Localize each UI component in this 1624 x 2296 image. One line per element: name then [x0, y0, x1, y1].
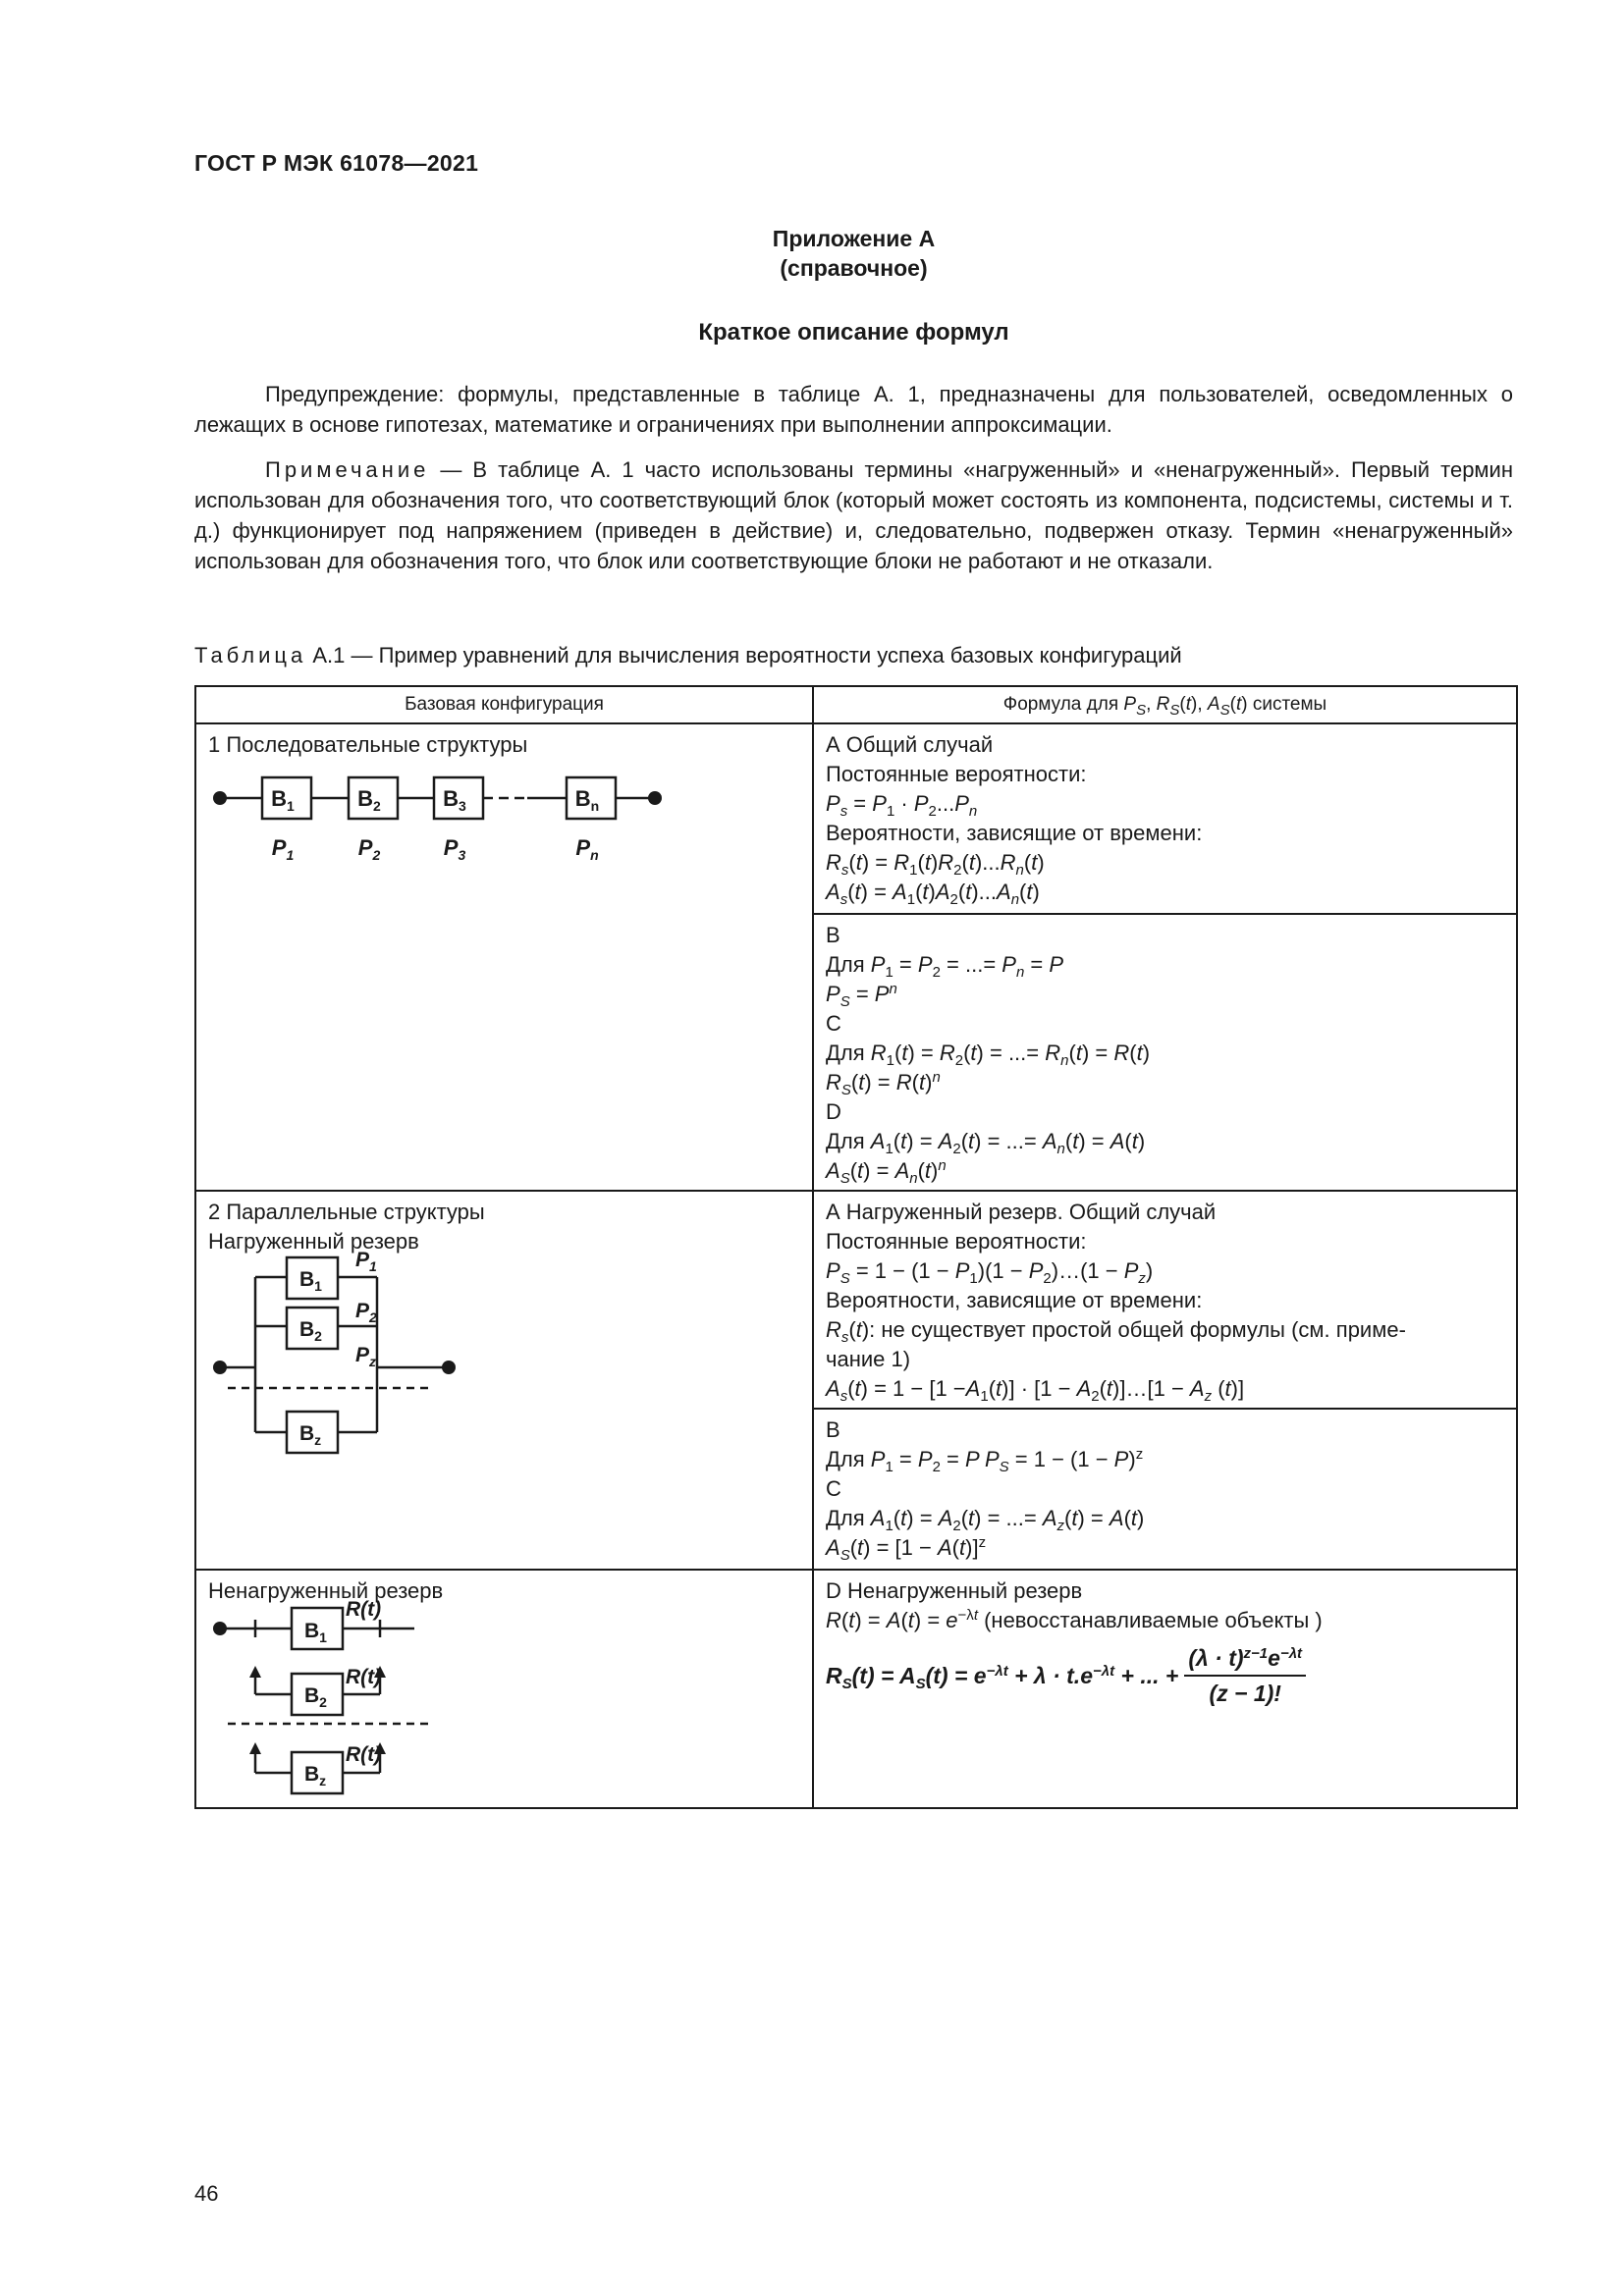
series-c-formula: $R_S(t) = R(t)^n$: [826, 1069, 941, 1098]
series-d-formula: $A_S(t) = A_n(t)^n$: [826, 1157, 947, 1187]
column-header-config: Базовая конфигурация: [195, 686, 813, 723]
parallel-diagram: [208, 1249, 797, 1449]
config-cell-series: [195, 723, 813, 1191]
arrow-up-icon: [249, 1742, 261, 1754]
page-number: 46: [194, 2181, 219, 2206]
svg-text:P2: $P_2$: [355, 1300, 377, 1325]
parallel-b-label: В: [826, 1417, 840, 1442]
standby-block-z-label: z: [319, 1773, 327, 1789]
formula-table: [194, 685, 1518, 1809]
config-parallel-title: 2 Параллельные структуры: [208, 1200, 485, 1224]
section-heading: Краткое описание формул: [698, 319, 1009, 346]
parallel-c-condition: Для $A_1(t) = A_2(t)$ = ...= $A_z(t) = A(t)$: [826, 1506, 1145, 1534]
parallel-b-formula: Для $P_1 = P_2 = P$ $P_S = 1 - (1 - P)^z$: [826, 1446, 1144, 1475]
svg-text:B1: $B_1$: [299, 1268, 322, 1294]
series-diagram: [208, 760, 797, 887]
series-d-label: D: [826, 1099, 841, 1124]
parallel-p1-label: 1: [369, 1258, 377, 1274]
parallel-a-const: Постоянные вероятности:: [826, 1229, 1087, 1254]
config-standby-title: Ненагруженный резерв: [208, 1578, 444, 1603]
parallel-block-2-label: 2: [314, 1328, 322, 1344]
formula-cell-parallel-a: [813, 1191, 1517, 1409]
parallel-rs-note: $R_s(t)$: не существует простой общей формулы (см. приме-: [826, 1317, 1406, 1346]
svg-text:B1: $B_1$: [304, 1620, 327, 1645]
parallel-input-node: [213, 1361, 227, 1374]
note-paragraph: Примечание — В таблице А. 1 часто использованы термины «нагруженный» и «ненагруженный». Первый термин использован для обозначения того, что соответствующий блок (который может состоять из компонента, подсистемы, системы и т. д.) функционирует под напряжением (приведен в действие) и, следовательно, подвержен отказу. Термин «ненагруженный» использован для обозначения того, что блок или соответствующие блоки не работают и не отказали.: [194, 457, 1513, 573]
svg-text:P1: $P_1$: [355, 1249, 377, 1274]
series-p2-label: P: [357, 835, 373, 860]
parallel-c-label: С: [826, 1476, 841, 1501]
standby-r-label-z: R(t): [346, 1743, 382, 1766]
parallel-rs-note-cont: чание 1): [826, 1347, 911, 1371]
svg-text:P2: $P_2$: [357, 835, 381, 863]
series-p1-label: P: [271, 835, 287, 860]
series-block-2-label: B: [357, 786, 374, 811]
parallel-a-title: А Нагруженный резерв. Общий случай: [826, 1200, 1217, 1224]
standby-series-formula: $R_S(t) = A_S(t) = e^{-\lambda t} + \lambda \cdot t.e^{-\lambda t}$ + ... + $\frac{(\lambda \cdot t)^{z-1}e^{-\lambda t}}{(z - 1)!}$: [826, 1645, 1504, 1707]
series-c-label: С: [826, 1011, 841, 1036]
parallel-output-node: [442, 1361, 456, 1374]
series-d-condition: Для $A_1(t) = A_2(t)$ = ...= $A_n(t) = A(t)$: [826, 1129, 1146, 1157]
arrow-up-icon: [249, 1666, 261, 1678]
standby-r-label-2: R(t): [346, 1666, 382, 1688]
appendix-type: (справочное): [780, 255, 928, 281]
series-block-3-label: B: [443, 786, 460, 811]
column-header-formula: Формула для $P_S$, $R_S(t)$, $A_S(t)$ системы: [813, 686, 1517, 723]
standard-number: ГОСТ Р МЭК 61078—2021: [194, 150, 479, 176]
parallel-formula-ps: $P_S = 1 - (1 - P_1)(1$ − $P_2)\dots(1 - P_z)$: [826, 1258, 1154, 1287]
standby-diagram: [208, 1598, 797, 1803]
series-block-n-label: B: [574, 786, 591, 811]
parallel-block-1-label: 1: [314, 1278, 322, 1294]
svg-text:B2: $B_2$: [357, 786, 381, 814]
parallel-c-formula: $A_S(t) = [1 - A(t)]^z$: [826, 1534, 987, 1564]
standby-r-label-1: R(t): [346, 1598, 382, 1621]
series-input-node: [213, 791, 227, 805]
standby-input-node: [213, 1622, 227, 1635]
formula-cell-parallel-bc: [813, 1409, 1517, 1570]
series-b-condition: Для $P_1 = P_2$ = ...= $P_n = P$: [826, 952, 1064, 981]
warning-paragraph: Предупреждение: формулы, представленные в таблице А. 1, предназначены для пользователей, осведомленных о лежащих в основе гипотезах, математике и ограничениях при выполнении аппроксимации.: [194, 382, 1513, 437]
parallel-block-z-label: z: [314, 1432, 322, 1448]
config-cell-standby: [195, 1570, 813, 1808]
formula-cell-series-a: [813, 723, 1517, 914]
series-p3-label: P: [443, 835, 459, 860]
series-formula-rs: $R_s(t) = R_1(t)R_2(t)...R_n(t)$: [826, 850, 1045, 879]
note-label: Примечание: [265, 457, 430, 482]
series-c-condition: Для $R_1(t) = R_2(t)$ = ...= $R_n(t) = R(t)$: [826, 1041, 1151, 1069]
series-formula-ps: $P_s = P_1 \cdot P_2...P_n$: [826, 791, 978, 820]
svg-text:Pz: $P_z$: [355, 1344, 377, 1369]
config-cell-parallel: [195, 1191, 813, 1570]
svg-text:B2: $B_2$: [299, 1318, 322, 1344]
series-a-const: Постоянные вероятности:: [826, 762, 1087, 786]
parallel-p2-label: 2: [369, 1309, 377, 1325]
series-a-title: А Общий случай: [826, 732, 994, 757]
standby-block-1-label: 1: [319, 1629, 327, 1645]
svg-text:P3: $P_3$: [443, 835, 466, 863]
formula-cell-series-bcd: [813, 914, 1517, 1191]
svg-text:Bz: $B_z$: [304, 1763, 327, 1789]
formula-cell-standby: [813, 1570, 1517, 1808]
svg-text:B3: $B_3$: [443, 786, 466, 814]
series-b-formula: $P_S = P^n$: [826, 981, 897, 1010]
config-parallel-subtitle: Нагруженный резерв: [208, 1229, 419, 1254]
series-pn-label: P: [575, 835, 591, 860]
table-caption: Таблица А.1 — Пример уравнений для вычисления вероятности успеха базовых конфигураций: [194, 643, 1182, 667]
parallel-pz-label: z: [369, 1354, 377, 1369]
svg-text:B1: $B_1$: [271, 786, 295, 814]
parallel-a-time: Вероятности, зависящие от времени:: [826, 1288, 1203, 1312]
series-block-1-label: B: [271, 786, 288, 811]
standby-d-title: D Ненагруженный резерв: [826, 1578, 1083, 1603]
series-output-node: [648, 791, 662, 805]
series-b-label: В: [826, 923, 840, 947]
svg-text:B2: $B_2$: [304, 1684, 327, 1710]
svg-text:Bz: $B_z$: [299, 1422, 322, 1448]
series-a-time: Вероятности, зависящие от времени:: [826, 821, 1203, 845]
standby-d-formula: $R(t) = A(t) = e^{-\lambda t}$ (невосстанавливаемые объекты ): [826, 1607, 1323, 1632]
svg-text:P1: $P_1$: [271, 835, 295, 863]
appendix-title: Приложение А: [772, 226, 936, 251]
svg-text:Bn: $B_n$: [574, 786, 600, 814]
svg-text:Pn: $P_n$: [575, 835, 599, 863]
series-formula-as: $A_s(t) = A_1(t)A_2(t)...A_n(t)$: [826, 880, 1040, 908]
parallel-formula-as: $A_s(t) = 1 - [1 -A_1(t)] \cdot [1$ − $A_2(t)]\dots[1 - A_z$ (t)]: [826, 1376, 1245, 1405]
standby-block-2-label: 2: [319, 1694, 327, 1710]
config-series-title: 1 Последовательные структуры: [208, 732, 528, 757]
